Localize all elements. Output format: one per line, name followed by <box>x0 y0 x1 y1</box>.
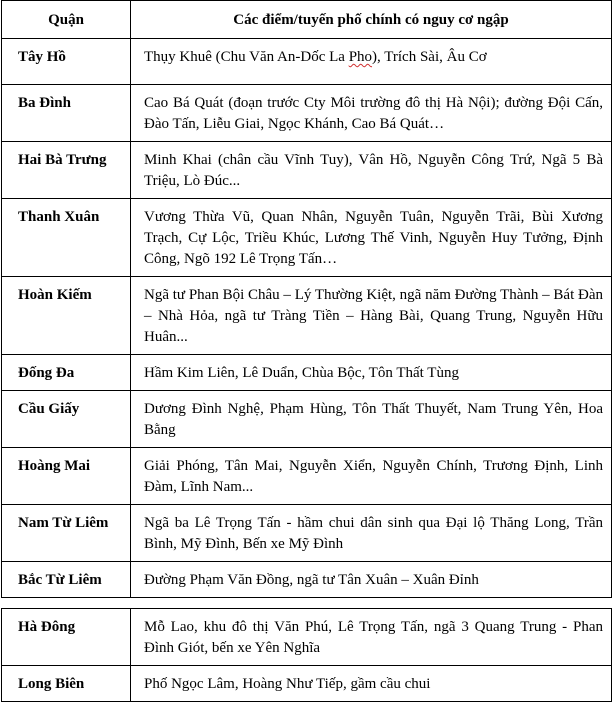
streets-text: Đường Phạm Văn Đồng, ngã tư Tân Xuân – Xuân Đỉnh <box>144 572 479 588</box>
district-cell: Nam Từ Liêm <box>2 505 131 562</box>
table-header-row <box>2 1 612 39</box>
streets-text: Vương Thừa Vũ, Quan Nhân, Nguyễn Tuân, Nguyễn Trãi, Bùi Xương Trạch, Cự Lộc, Triều Khúc, Lương Thế Vinh, Nguyễn Huy Tưởng, Định Công, Ngõ 192 Lê Trọng Tấn… <box>144 209 603 267</box>
streets-cell <box>131 391 612 448</box>
streets-text: Thụy Khuê (Chu Văn An-Dốc La <box>144 49 349 65</box>
district-cell: Bắc Từ Liêm <box>2 562 131 598</box>
streets-cell <box>131 666 612 702</box>
table-row <box>2 505 612 562</box>
table-row <box>2 142 612 199</box>
header-streets: Các điểm/tuyến phố chính có nguy cơ ngập <box>131 1 612 39</box>
spellcheck-flagged-word: Pho <box>348 49 373 65</box>
streets-text: Ngã ba Lê Trọng Tấn - hầm chui dân sinh qua Đại lộ Thăng Long, Trần Bình, Mỹ Đình, Bến xe Mỹ Đình <box>144 515 603 552</box>
table-row <box>2 391 612 448</box>
streets-text: Hầm Kim Liên, Lê Duẩn, Chùa Bộc, Tôn Thất Tùng <box>144 365 459 381</box>
streets-text: Mỗ Lao, khu đô thị Văn Phú, Lê Trọng Tấn, ngã 3 Quang Trung - Phan Đình Giót, bến xe Yên Nghĩa <box>144 619 603 656</box>
table-row <box>2 562 612 598</box>
district-cell: Hoàn Kiếm <box>2 277 131 355</box>
table-row <box>2 39 612 85</box>
streets-text: Minh Khai (chân cầu Vĩnh Tuy), Vân Hồ, Nguyễn Công Trứ, Ngã 5 Bà Triệu, Lò Đúc... <box>144 152 603 189</box>
streets-text: Dương Đình Nghệ, Phạm Hùng, Tôn Thất Thuyết, Nam Trung Yên, Hoa Bằng <box>144 401 603 438</box>
table-row <box>2 277 612 355</box>
district-cell: Đống Đa <box>2 355 131 391</box>
streets-cell <box>131 85 612 142</box>
district-cell: Hoàng Mai <box>2 448 131 505</box>
district-cell: Long Biên <box>2 666 131 702</box>
district-cell: Hai Bà Trưng <box>2 142 131 199</box>
flood-risk-table-continued <box>1 608 612 702</box>
district-cell: Thanh Xuân <box>2 199 131 277</box>
streets-cell <box>131 505 612 562</box>
streets-cell <box>131 562 612 598</box>
streets-text-tail: ), Trích Sài, Âu Cơ <box>372 49 487 65</box>
flood-risk-table <box>1 0 612 598</box>
district-cell: Hà Đông <box>2 609 131 666</box>
streets-text: Giải Phóng, Tân Mai, Nguyễn Xiển, Nguyễn Chính, Trương Định, Linh Đàm, Lĩnh Nam... <box>144 458 603 495</box>
streets-cell <box>131 355 612 391</box>
streets-cell <box>131 609 612 666</box>
table-row <box>2 355 612 391</box>
table-row <box>2 199 612 277</box>
streets-cell <box>131 142 612 199</box>
district-cell: Tây Hồ <box>2 39 131 85</box>
streets-cell <box>131 199 612 277</box>
district-cell: Ba Đình <box>2 85 131 142</box>
district-cell: Cầu Giấy <box>2 391 131 448</box>
table-row <box>2 609 612 666</box>
table-gap <box>1 598 612 608</box>
streets-text: Phố Ngọc Lâm, Hoàng Như Tiếp, gầm cầu chui <box>144 676 431 692</box>
table-row <box>2 448 612 505</box>
table-row <box>2 85 612 142</box>
streets-cell <box>131 277 612 355</box>
header-district: Quận <box>2 1 131 39</box>
streets-text: Cao Bá Quát (đoạn trước Cty Môi trường đô thị Hà Nội); đường Đội Cấn, Đào Tấn, Liễu Giai, Ngọc Khánh, Cao Bá Quát… <box>144 95 603 132</box>
streets-cell <box>131 39 612 85</box>
streets-cell <box>131 448 612 505</box>
table-row <box>2 666 612 702</box>
streets-text: Ngã tư Phan Bội Châu – Lý Thường Kiệt, ngã năm Đường Thành – Bát Đàn – Nhà Hỏa, ngã tư Tràng Tiền – Hàng Bài, Quang Trung, Nguyễn Hữu Huân... <box>144 287 603 345</box>
